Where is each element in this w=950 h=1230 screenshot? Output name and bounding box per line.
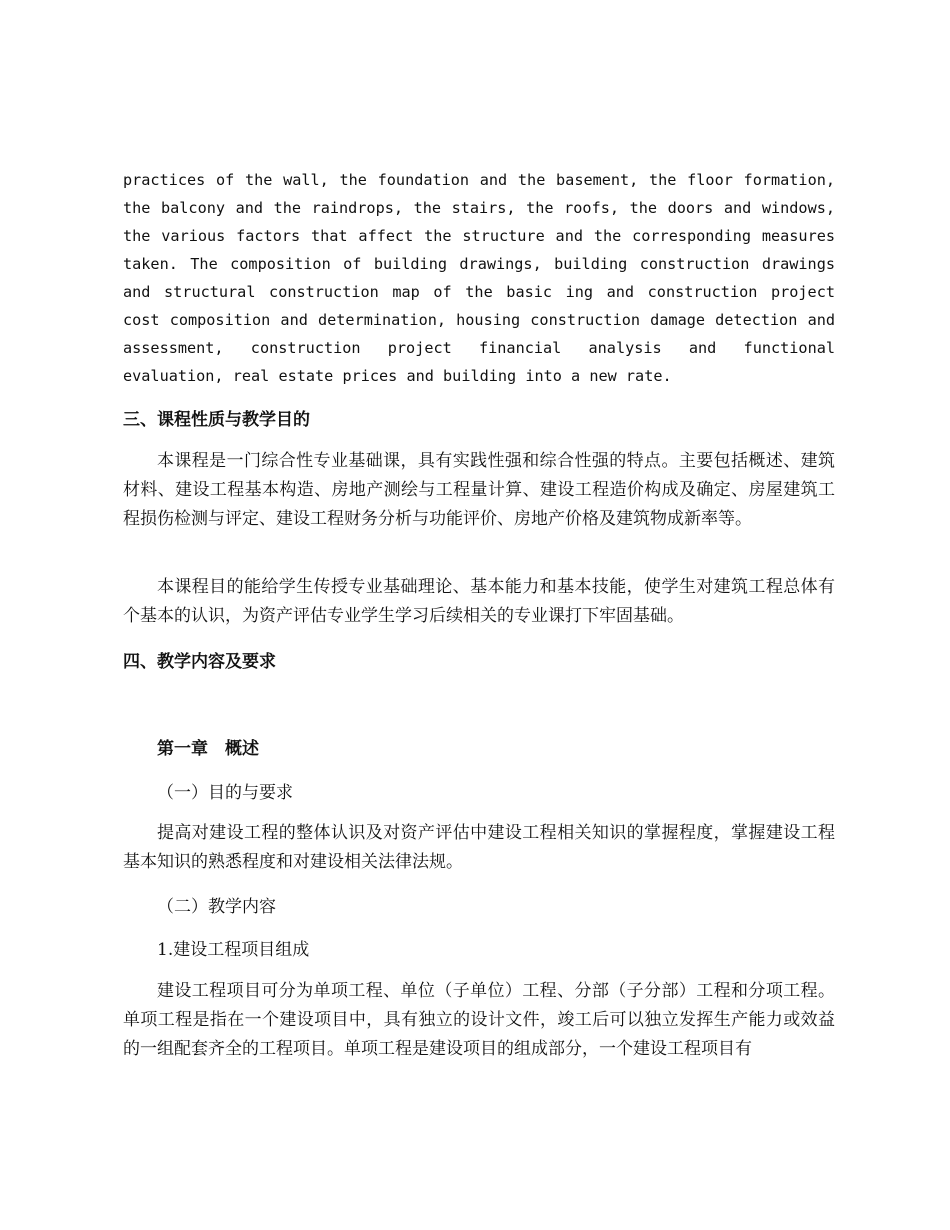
chapter-1-item-1-paragraph: 建设工程项目可分为单项工程、单位（子单位）工程、分部（子分部）工程和分项工程。单项工程是指在一个建设项目中，具有独立的设计文件，竣工后可以独立发挥生产能力或效益的一组配套齐全的工程项目。单项工程是建设项目的组成部分，一个建设工程项目有 — [123, 981, 835, 1059]
chapter-1-subsection-2-heading: （二）教学内容 — [157, 897, 276, 917]
chapter-1-title: 第一章 概述 — [157, 739, 259, 759]
section-4-heading: 四、教学内容及要求 — [123, 652, 276, 672]
chapter-1-subsection-1-paragraph: 提高对建设工程的整体认识及对资产评估中建设工程相关知识的掌握程度，掌握建设工程基本知识的熟悉程度和对建设相关法律法规。 — [123, 823, 835, 872]
chapter-1-subsection-1-heading: （一）目的与要求 — [157, 783, 293, 803]
section-3-paragraph-2: 本课程目的能给学生传授专业基础理论、基本能力和基本技能，使学生对建筑工程总体有个基本的认识，为资产评估专业学生学习后续相关的专业课打下牢固基础。 — [123, 577, 835, 626]
section-3-paragraph-1: 本课程是一门综合性专业基础课，具有实践性强和综合性强的特点。主要包括概述、建筑材料、建设工程基本构造、房地产测绘与工程量计算、建设工程造价构成及确定、房屋建筑工程损伤检测与评定、建设工程财务分析与功能评价、房地产价格及建筑物成新率等。 — [123, 451, 835, 529]
english-abstract-paragraph: practices of the wall, the foundation and the basement, the floor formation, the balcony and the raindrops, the stairs, the roofs, the doors and windows, the various factors that affect the structure and the corresponding measures taken. The composition of building drawings, building construction drawings and structural construction map of the basic ing and construction project cost composition and determination, housing construction damage detection and assessment, construction project financial analysis and functional evaluation, real estate prices and building into a new rate. — [123, 171, 835, 385]
chapter-1-item-1-heading: 1.建设工程项目组成 — [157, 940, 310, 960]
section-3-heading: 三、课程性质与教学目的 — [123, 410, 310, 430]
